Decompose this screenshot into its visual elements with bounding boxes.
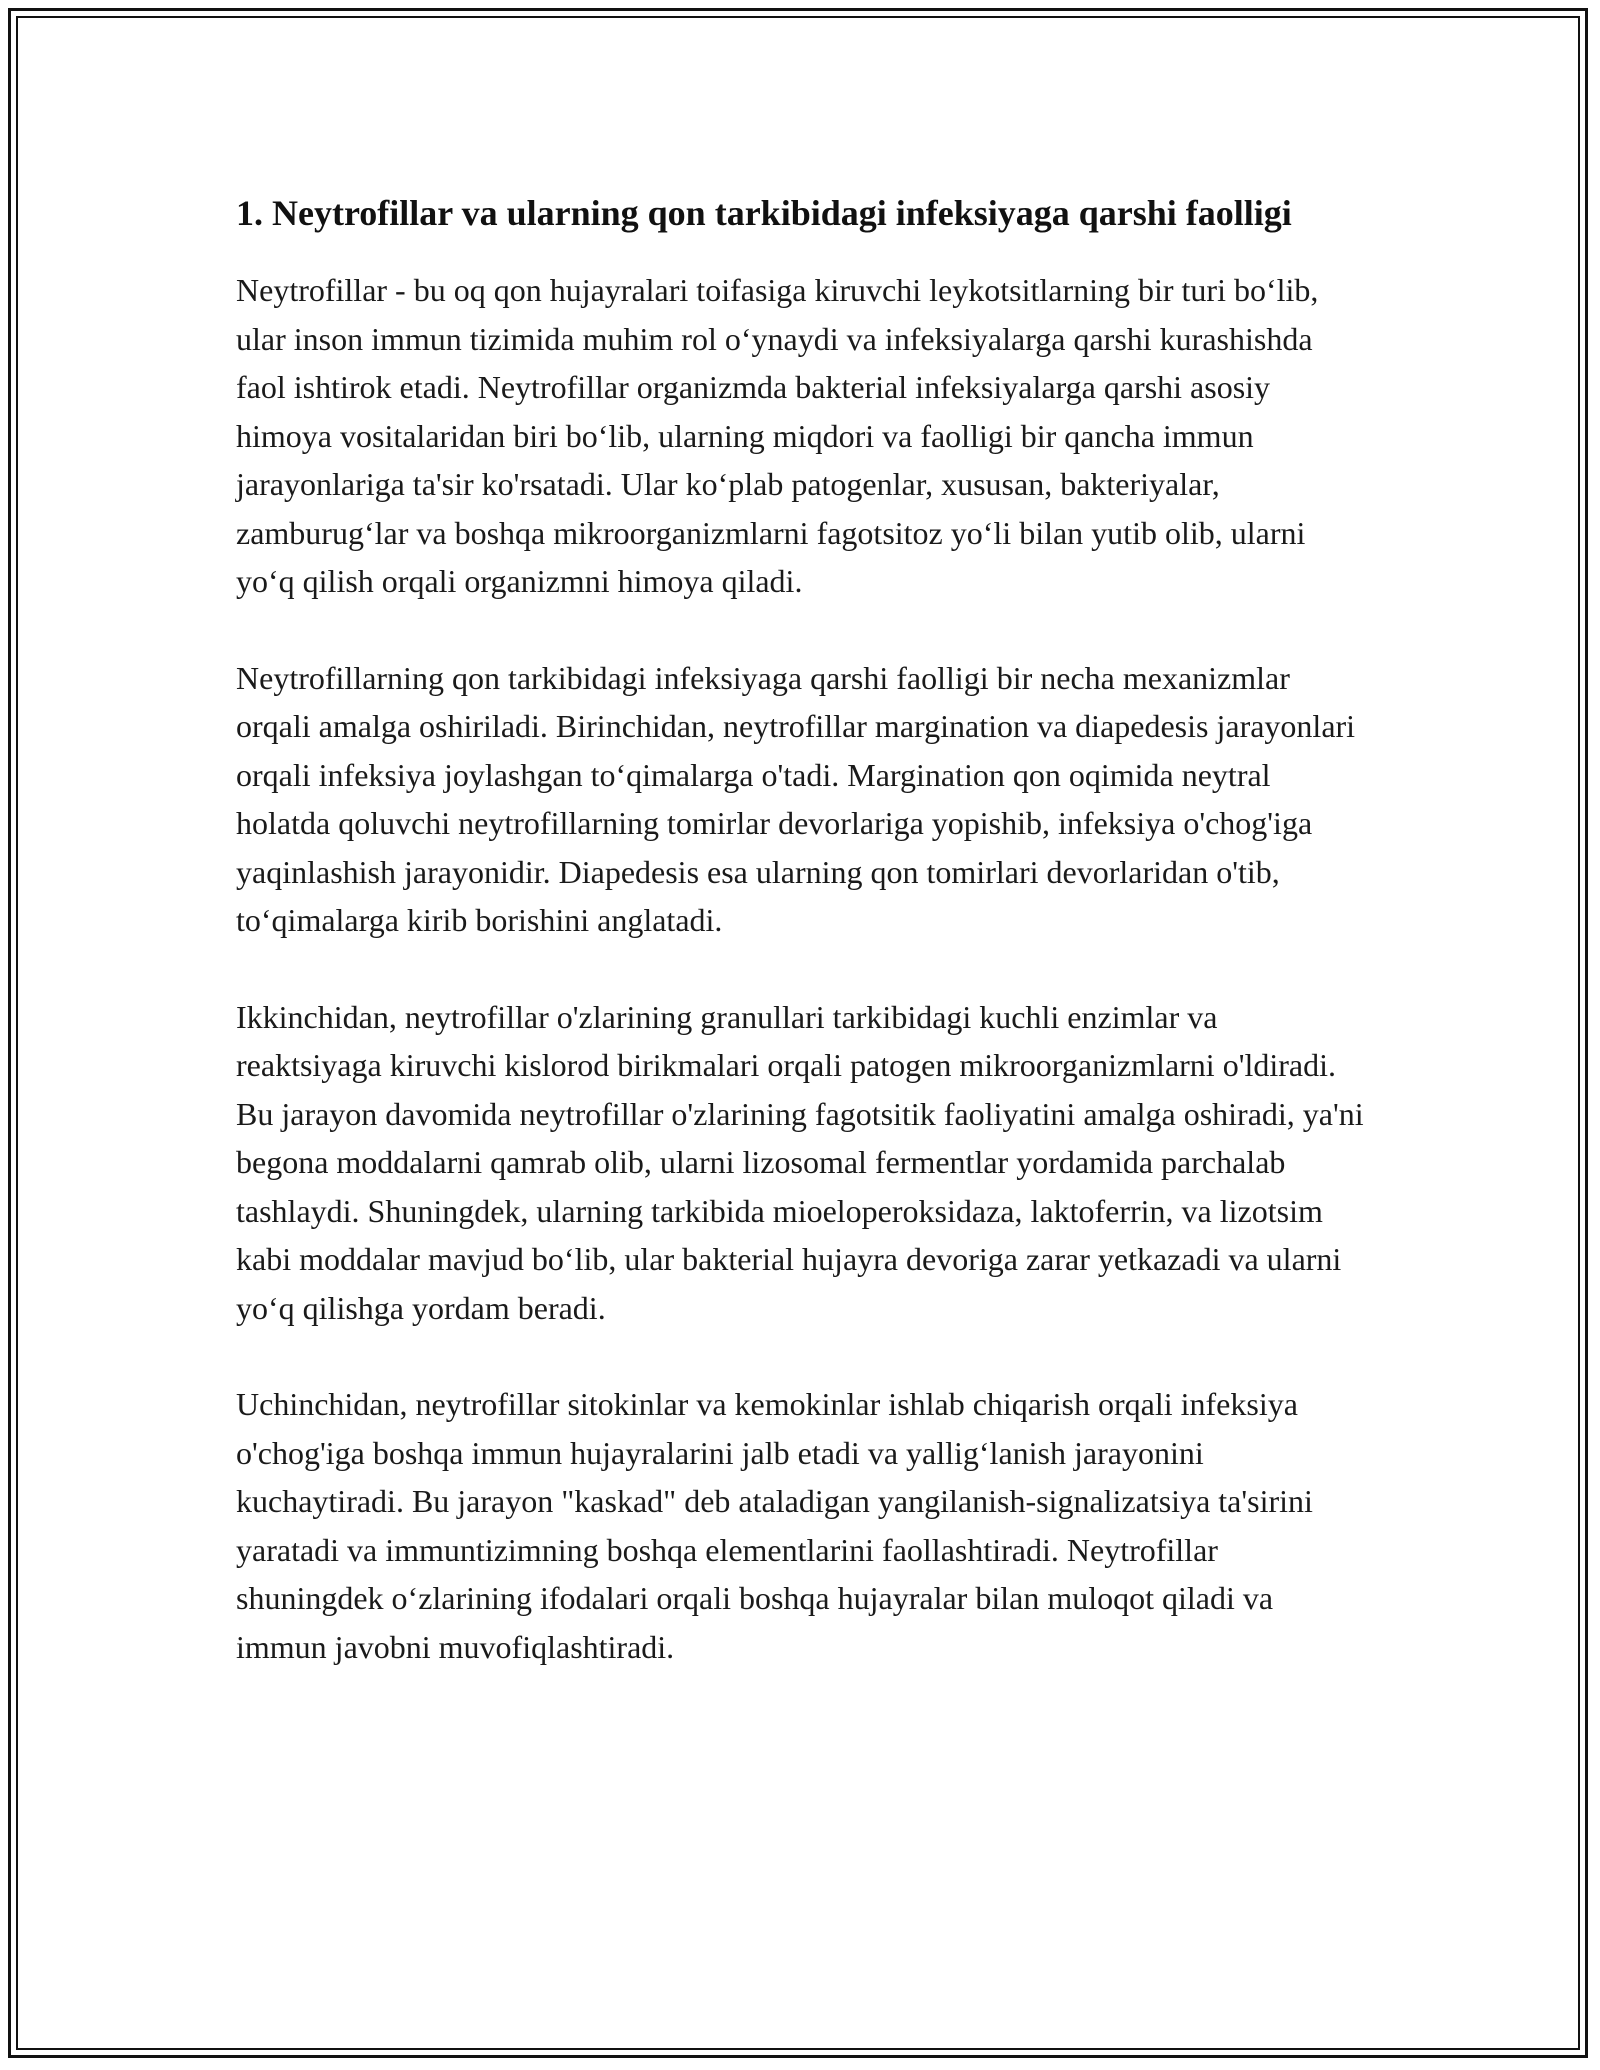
paragraph-intro: Neytrofillar - bu oq qon hujayralari toifasiga kiruvchi leykotsitlarning bir turi bo‘lib, ular inson immun tizimida muhim rol o‘ynaydi va infeksiyalarga qarshi kurashishda faol ishtirok etadi. Neytrofillar organizmda bakterial infeksiyalarga qarshi asosiy himoya vositalaridan biri bo‘lib, ularning miqdori va faolligi bir qancha immun jarayonlariga ta'sir ko'rsatadi. Ular ko‘plab patogenlar, xususan, bakteriyalar, zamburug‘lar va boshqa mikroorganizmlarni fagotsitoz yo‘li bilan yutib olib, ularni yo‘q qilish orqali organizmni himoya qiladi. <box>236 272 1319 599</box>
paragraph-third-mechanism: Uchinchidan, neytrofillar sitokinlar va kemokinlar ishlab chiqarish orqali infeksiya o'chog'iga boshqa immun hujayralarini jalb etadi va yallig‘lanish jarayonini kuchaytiradi. Bu jarayon "kaskad" deb ataladigan yangilanish-signalizatsiya ta'sirini yaratadi va immuntizimning boshqa elementlarini faollashtiradi. Neytrofillar shuningdek o‘zlarining ifodalari orqali boshqa hujayralar bilan muloqot qiladi va immun javobni muvofiqlashtiradi. <box>236 1386 1313 1665</box>
section-heading: 1. Neytrofillar va ularning qon tarkibidagi infeksiyaga qarshi faolligi <box>236 193 1292 233</box>
document-body <box>236 184 1366 1671</box>
paragraph-second-mechanism: Ikkinchidan, neytrofillar o'zlarining granullari tarkibidagi kuchli enzimlar va reaktsiyaga kiruvchi kislorod birikmalari orqali patogen mikroorganizmlarni o'ldiradi. Bu jarayon davomida neytrofillar o'zlarining fagotsitik faoliyatini amalga oshiradi, ya'ni begona moddalarni qamrab olib, ularni lizosomal fermentlar yordamida parchalab tashlaydi. Shuningdek, ularning tarkibida mioeloperoksidaza, laktoferrin, va lizotsim kabi moddalar mavjud bo‘lib, ular bakterial hujayra devoriga zarar yetkazadi va ularni yo‘q qilishga yordam beradi. <box>236 998 1364 1326</box>
paragraph-mechanisms: Neytrofillarning qon tarkibidagi infeksiyaga qarshi faolligi bir necha mexanizmlar orqali amalga oshiriladi. Birinchidan, neytrofillar margination va diapedesis jarayonlari orqali infeksiya joylashgan to‘qimalarga o'tadi. Margination qon oqimida neytral holatda qoluvchi neytrofillarning tomirlar devorlariga yopishib, infeksiya o'chog'iga yaqinlashish jarayonidir. Diapedesis esa ularning qon tomirlari devorlaridan o'tib, to‘qimalarga kirib borishini anglatadi. <box>236 659 1356 938</box>
